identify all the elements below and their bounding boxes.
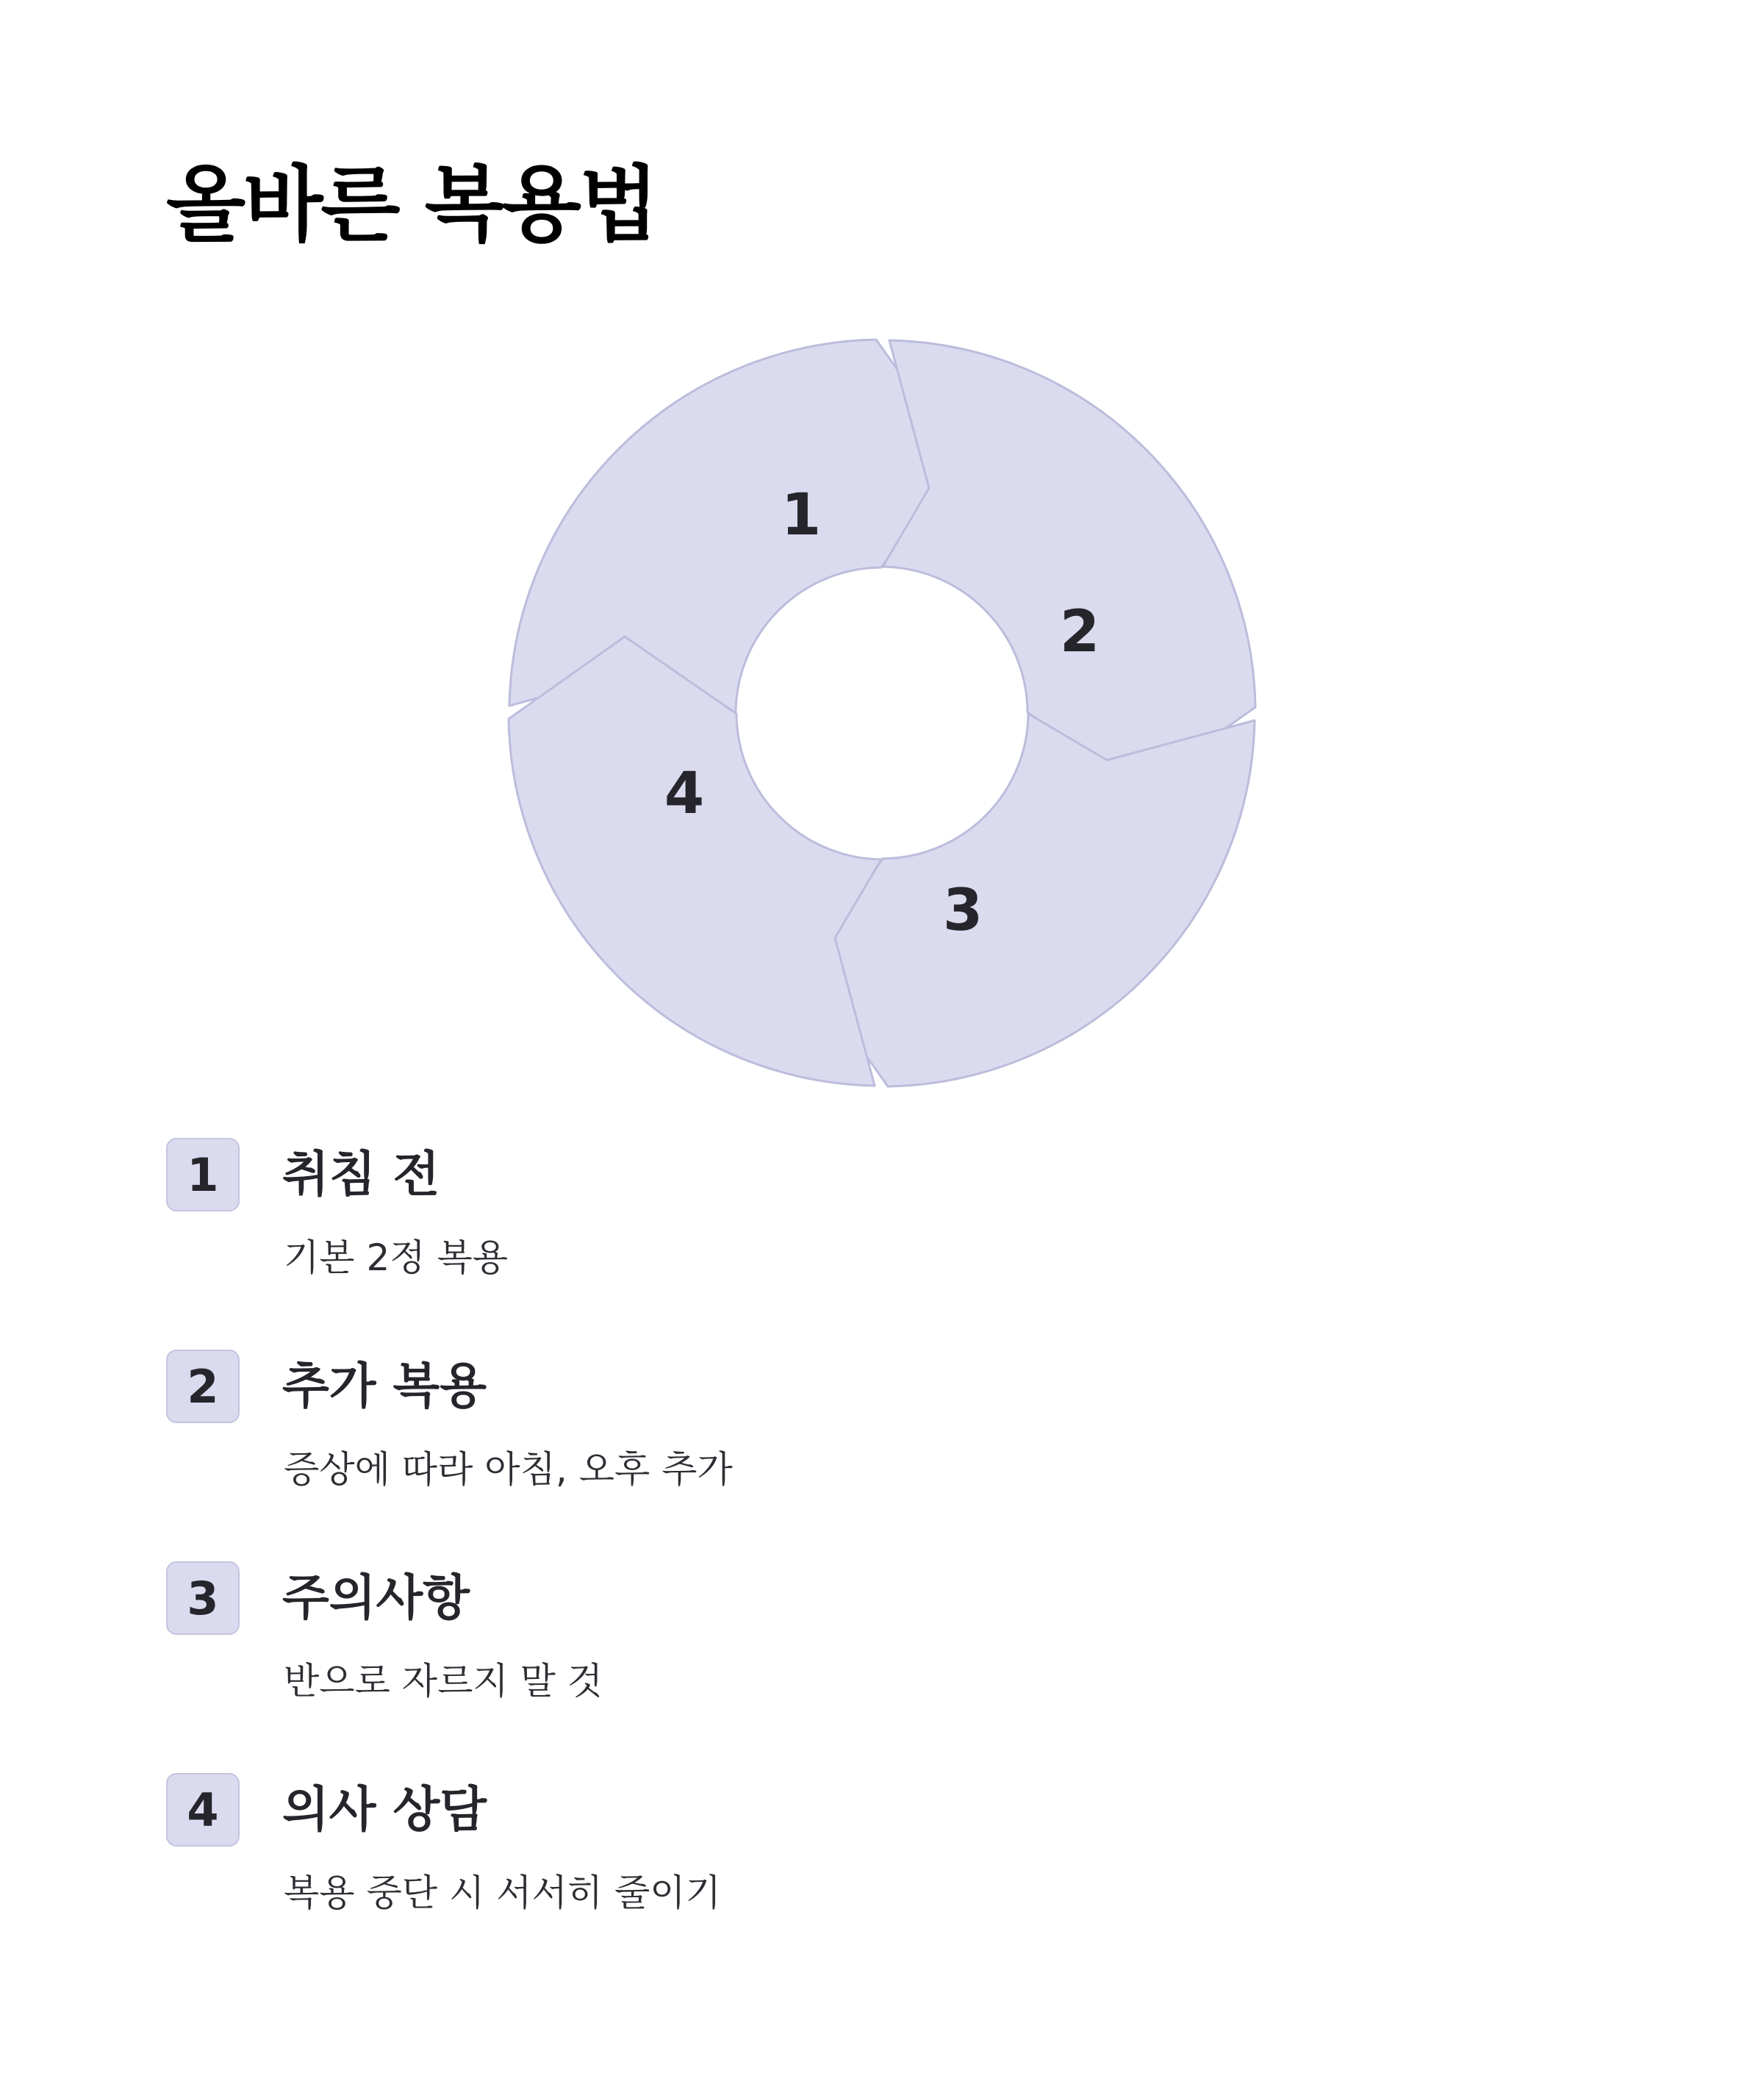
cycle-segment-3-shape — [806, 714, 1255, 1086]
cycle-segment-2-number: 2 — [1059, 599, 1100, 665]
step-item-1 — [166, 1138, 1563, 1350]
cycle-segment-3-number: 3 — [942, 878, 983, 944]
step-list — [166, 1138, 1563, 1985]
step-number-badge: 3 — [166, 1561, 240, 1635]
step-title: 추가 복용 — [282, 1358, 487, 1414]
step-description: 증상에 따라 아침, 오후 추가 — [284, 1448, 733, 1491]
cycle-segment-4 — [509, 637, 881, 1086]
step-title: 의사 상담 — [282, 1781, 487, 1838]
cycle-segment-2 — [883, 340, 1255, 789]
cycle-diagram — [500, 331, 1264, 1095]
step-description: 반으로 자르지 말 것 — [284, 1660, 603, 1702]
step-item-3 — [166, 1561, 1563, 1773]
step-description: 복용 중단 시 서서히 줄이기 — [284, 1872, 721, 1914]
step-number-badge: 2 — [166, 1350, 240, 1423]
cycle-segment-1-number: 1 — [781, 482, 822, 548]
step-number-badge: 1 — [166, 1138, 240, 1211]
step-description: 기본 2정 복용 — [284, 1236, 509, 1279]
cycle-segment-1-shape — [509, 340, 958, 712]
step-item-4 — [166, 1773, 1563, 1985]
cycle-segment-2-shape — [883, 340, 1255, 789]
cycle-segment-3 — [806, 714, 1255, 1086]
step-title: 주의사항 — [282, 1569, 470, 1626]
page-title: 올바른 복용법 — [166, 157, 657, 253]
cycle-segment-4-number: 4 — [664, 761, 705, 827]
step-item-2 — [166, 1350, 1563, 1561]
cycle-segment-4-shape — [509, 637, 881, 1086]
step-number-badge: 4 — [166, 1773, 240, 1847]
cycle-segment-1 — [509, 340, 958, 712]
step-title: 취침 전 — [282, 1146, 440, 1203]
